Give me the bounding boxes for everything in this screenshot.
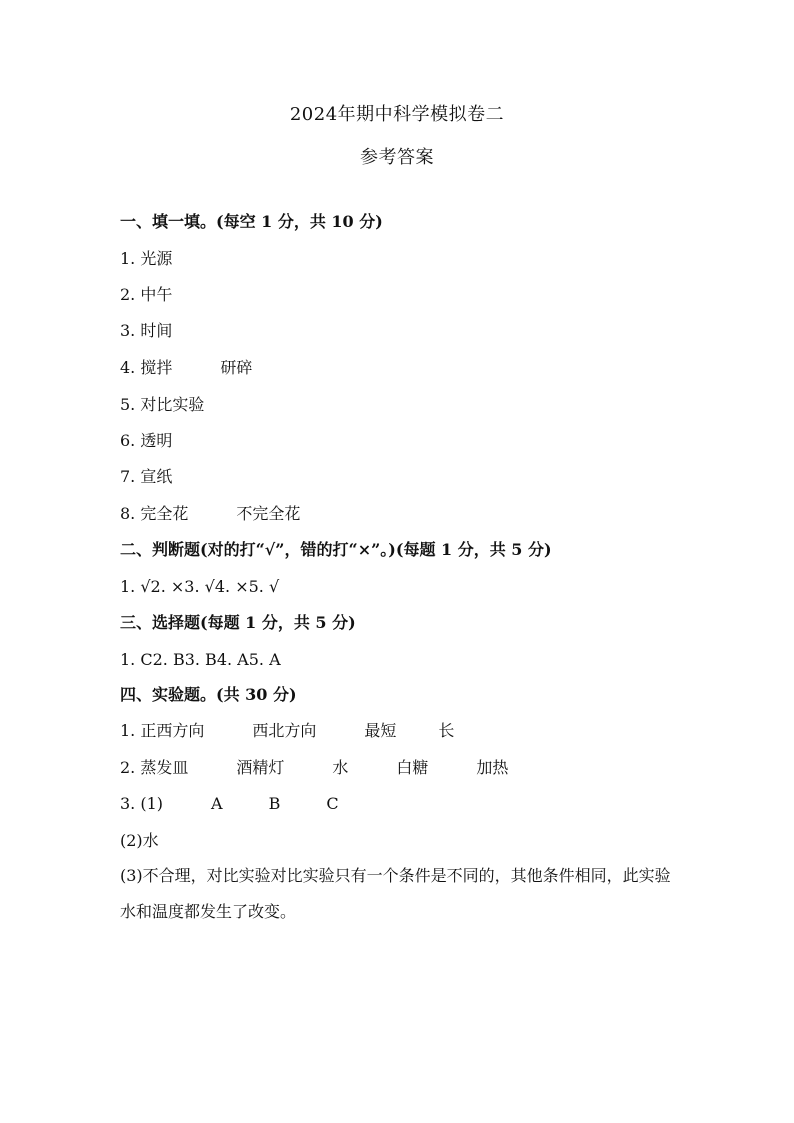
section4-q3-3: (3)不合理，对比实验对比实验只有一个条件是不同的，其他条件相同，此实验水和温度都发生了改变。 (120, 866, 671, 921)
q1-part-4: 长 (438, 721, 455, 740)
q2-part-2: 酒精灯 (236, 758, 285, 777)
q3-option-a: A (211, 794, 223, 813)
section1-answer-8 (120, 503, 300, 525)
section1-answer-1: 1. 光源 (120, 249, 173, 268)
answer-4-part-2: 研碎 (220, 358, 253, 377)
q1-part-2: 西北方向 (252, 721, 317, 740)
q3-option-c: C (326, 794, 339, 813)
page-title: 2024年期中科学模拟卷二 (289, 104, 505, 125)
section1-answer-2: 2. 中午 (120, 285, 173, 304)
section1-answer-4 (120, 357, 252, 379)
section1-heading: 一、填一填。(每空 1 分，共 10 分) (120, 212, 383, 231)
section4-q3-2: (2)水 (120, 831, 159, 850)
q3-option-b: B (268, 794, 281, 813)
section4-q3-1 (120, 793, 339, 815)
section1-answer-5: 5. 对比实验 (120, 395, 205, 414)
q1-part-1: 1. 正西方向 (120, 721, 205, 740)
section1-answer-7: 7. 宣纸 (120, 467, 173, 486)
q2-part-3: 水 (332, 758, 349, 777)
section3-answers: 1. C2. B3. B4. A5. A (120, 650, 281, 669)
answer-4-part-1: 4. 搅拌 (120, 358, 173, 377)
section3-heading: 三、选择题(每题 1 分，共 5 分) (120, 613, 356, 632)
section1-answer-6: 6. 透明 (120, 431, 173, 450)
q3-part-1: 3. (1) (120, 794, 164, 813)
section4-q2 (120, 757, 508, 779)
q2-part-5: 加热 (476, 758, 509, 777)
q2-part-1: 2. 蒸发皿 (120, 758, 189, 777)
answer-8-part-2: 不完全花 (236, 504, 301, 523)
q1-part-3: 最短 (364, 721, 397, 740)
section2-heading: 二、判断题(对的打“√”，错的打“×”。)(每题 1 分，共 5 分) (120, 540, 552, 559)
section1-answer-3: 3. 时间 (120, 321, 173, 340)
section2-answers: 1. √2. ×3. √4. ×5. √ (120, 577, 280, 596)
q2-part-4: 白糖 (396, 758, 429, 777)
answer-8-part-1: 8. 完全花 (120, 504, 189, 523)
page-subtitle: 参考答案 (360, 147, 434, 168)
section4-q1 (120, 720, 454, 742)
section4-heading: 四、实验题。(共 30 分) (120, 685, 297, 704)
